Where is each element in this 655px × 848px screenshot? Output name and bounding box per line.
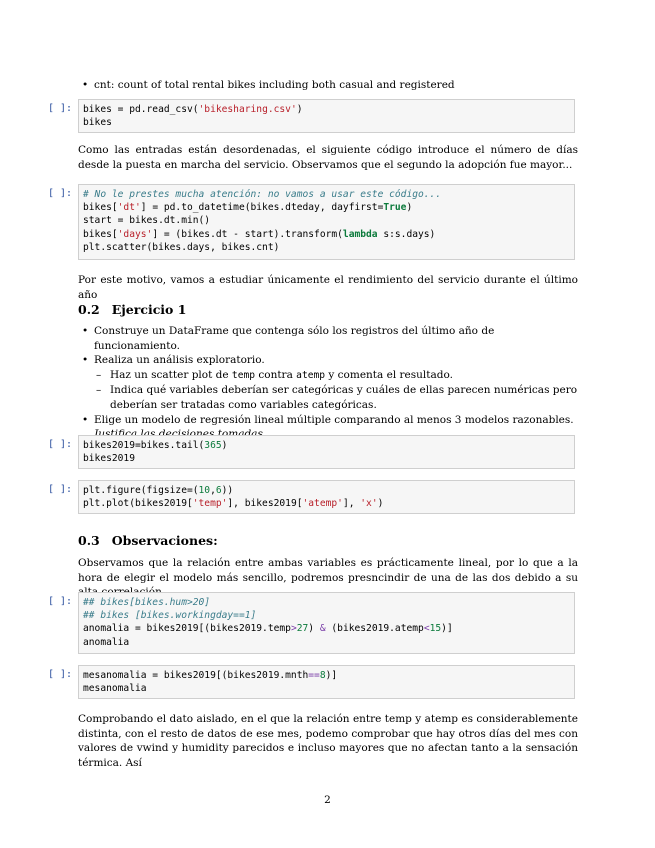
cell-prompt: [ ]: <box>48 484 73 495</box>
intro-bullet-list <box>78 78 578 93</box>
code-cell-anomalia[interactable]: ## bikes[bikes.hum>20] ## bikes [bikes.workingday==1] anomalia = bikes2019[(bikes2019.temp>27) & (bikes2019.atemp<15)] anomalia <box>78 592 575 654</box>
cell-prompt: [ ]: <box>48 596 73 607</box>
section-heading-observaciones: 0.3 Observaciones: <box>78 533 218 548</box>
code-cell-read-csv[interactable]: bikes = pd.read_csv('bikesharing.csv') bikes <box>78 99 575 133</box>
exercise-bullet-list <box>78 324 578 442</box>
list-item: • Construye un DataFrame que contenga sólo los registros del último año de funcionamiento. <box>78 324 578 353</box>
paragraph-isolated-data: Comprobando el dato aislado, en el que la relación entre temp y atemp es considerablemente distinta, con el resto de datos de ese mes, podemo comprobar que hay otros días del mes con valores de vwind y humidity parecidos e incluso mayores que no afectan tanto a la sensación térmica. Así <box>78 713 578 769</box>
cell-prompt: [ ]: <box>48 103 73 114</box>
cell-prompt: [ ]: <box>48 669 73 680</box>
section-heading-ejercicio: 0.2 Ejercicio 1 <box>78 302 187 317</box>
list-item: • Realiza un análisis exploratorio. – Haz un scatter plot de temp contra atemp y comenta el resultado. – Indica qué variables deberían ser categóricas y cuáles de ellas parecen numéricas pero deberían ser tratadas como variables categóricas. <box>78 353 578 412</box>
cell-prompt: [ ]: <box>48 188 73 199</box>
page-number: 2 <box>324 794 331 806</box>
exploratory-sub-list <box>94 368 578 413</box>
code-cell-tail[interactable]: bikes2019=bikes.tail(365) bikes2019 <box>78 435 575 469</box>
list-item: • cnt: count of total rental bikes including both casual and registered <box>78 78 578 93</box>
cell-prompt: [ ]: <box>48 439 73 450</box>
code-cell-plot[interactable]: plt.figure(figsize=(10,6)) plt.plot(bikes2019['temp'], bikes2019['atemp'], 'x') <box>78 480 575 514</box>
sub-list-item: – Haz un scatter plot de temp contra atemp y comenta el resultado. <box>94 368 578 384</box>
sub-list-item: – Indica qué variables deberían ser categóricas y cuáles de ellas parecen numéricas pero deberían ser tratadas como variables categóricas. <box>94 383 578 412</box>
code-cell-days[interactable]: # No le prestes mucha atención: no vamos a usar este código... bikes['dt'] = pd.to_datetime(bikes.dteday, dayfirst=True) start = bikes.dt.min() bikes['days'] = (bikes.dt - start).transform(lambda s:s.days) plt.scatter(bikes.days, bikes.cnt) <box>78 184 575 260</box>
paragraph-linear-relation: Observamos que la relación entre ambas variables es prácticamente lineal, por lo que a la hora de elegir el modelo más sencillo, podremos presncindir de una de las dos debido a su <box>78 557 578 584</box>
list-item: • Elige un modelo de regresión lineal múltiple comparando al menos 3 modelos razonables. <box>78 413 578 442</box>
paragraph-last-year: Por este motivo, vamos a estudiar únicamente el rendimiento del servicio durante el último año <box>78 274 578 301</box>
code-cell-mesanomalia[interactable]: mesanomalia = bikes2019[(bikes2019.mnth==8)] mesanomalia <box>78 665 575 699</box>
paragraph-entries: Como las entradas están desordenadas, el siguiente código introduce el número de días desde la puesta en marcha del servicio. Observamos que el segundo la adopción fue mayor... <box>78 144 578 171</box>
